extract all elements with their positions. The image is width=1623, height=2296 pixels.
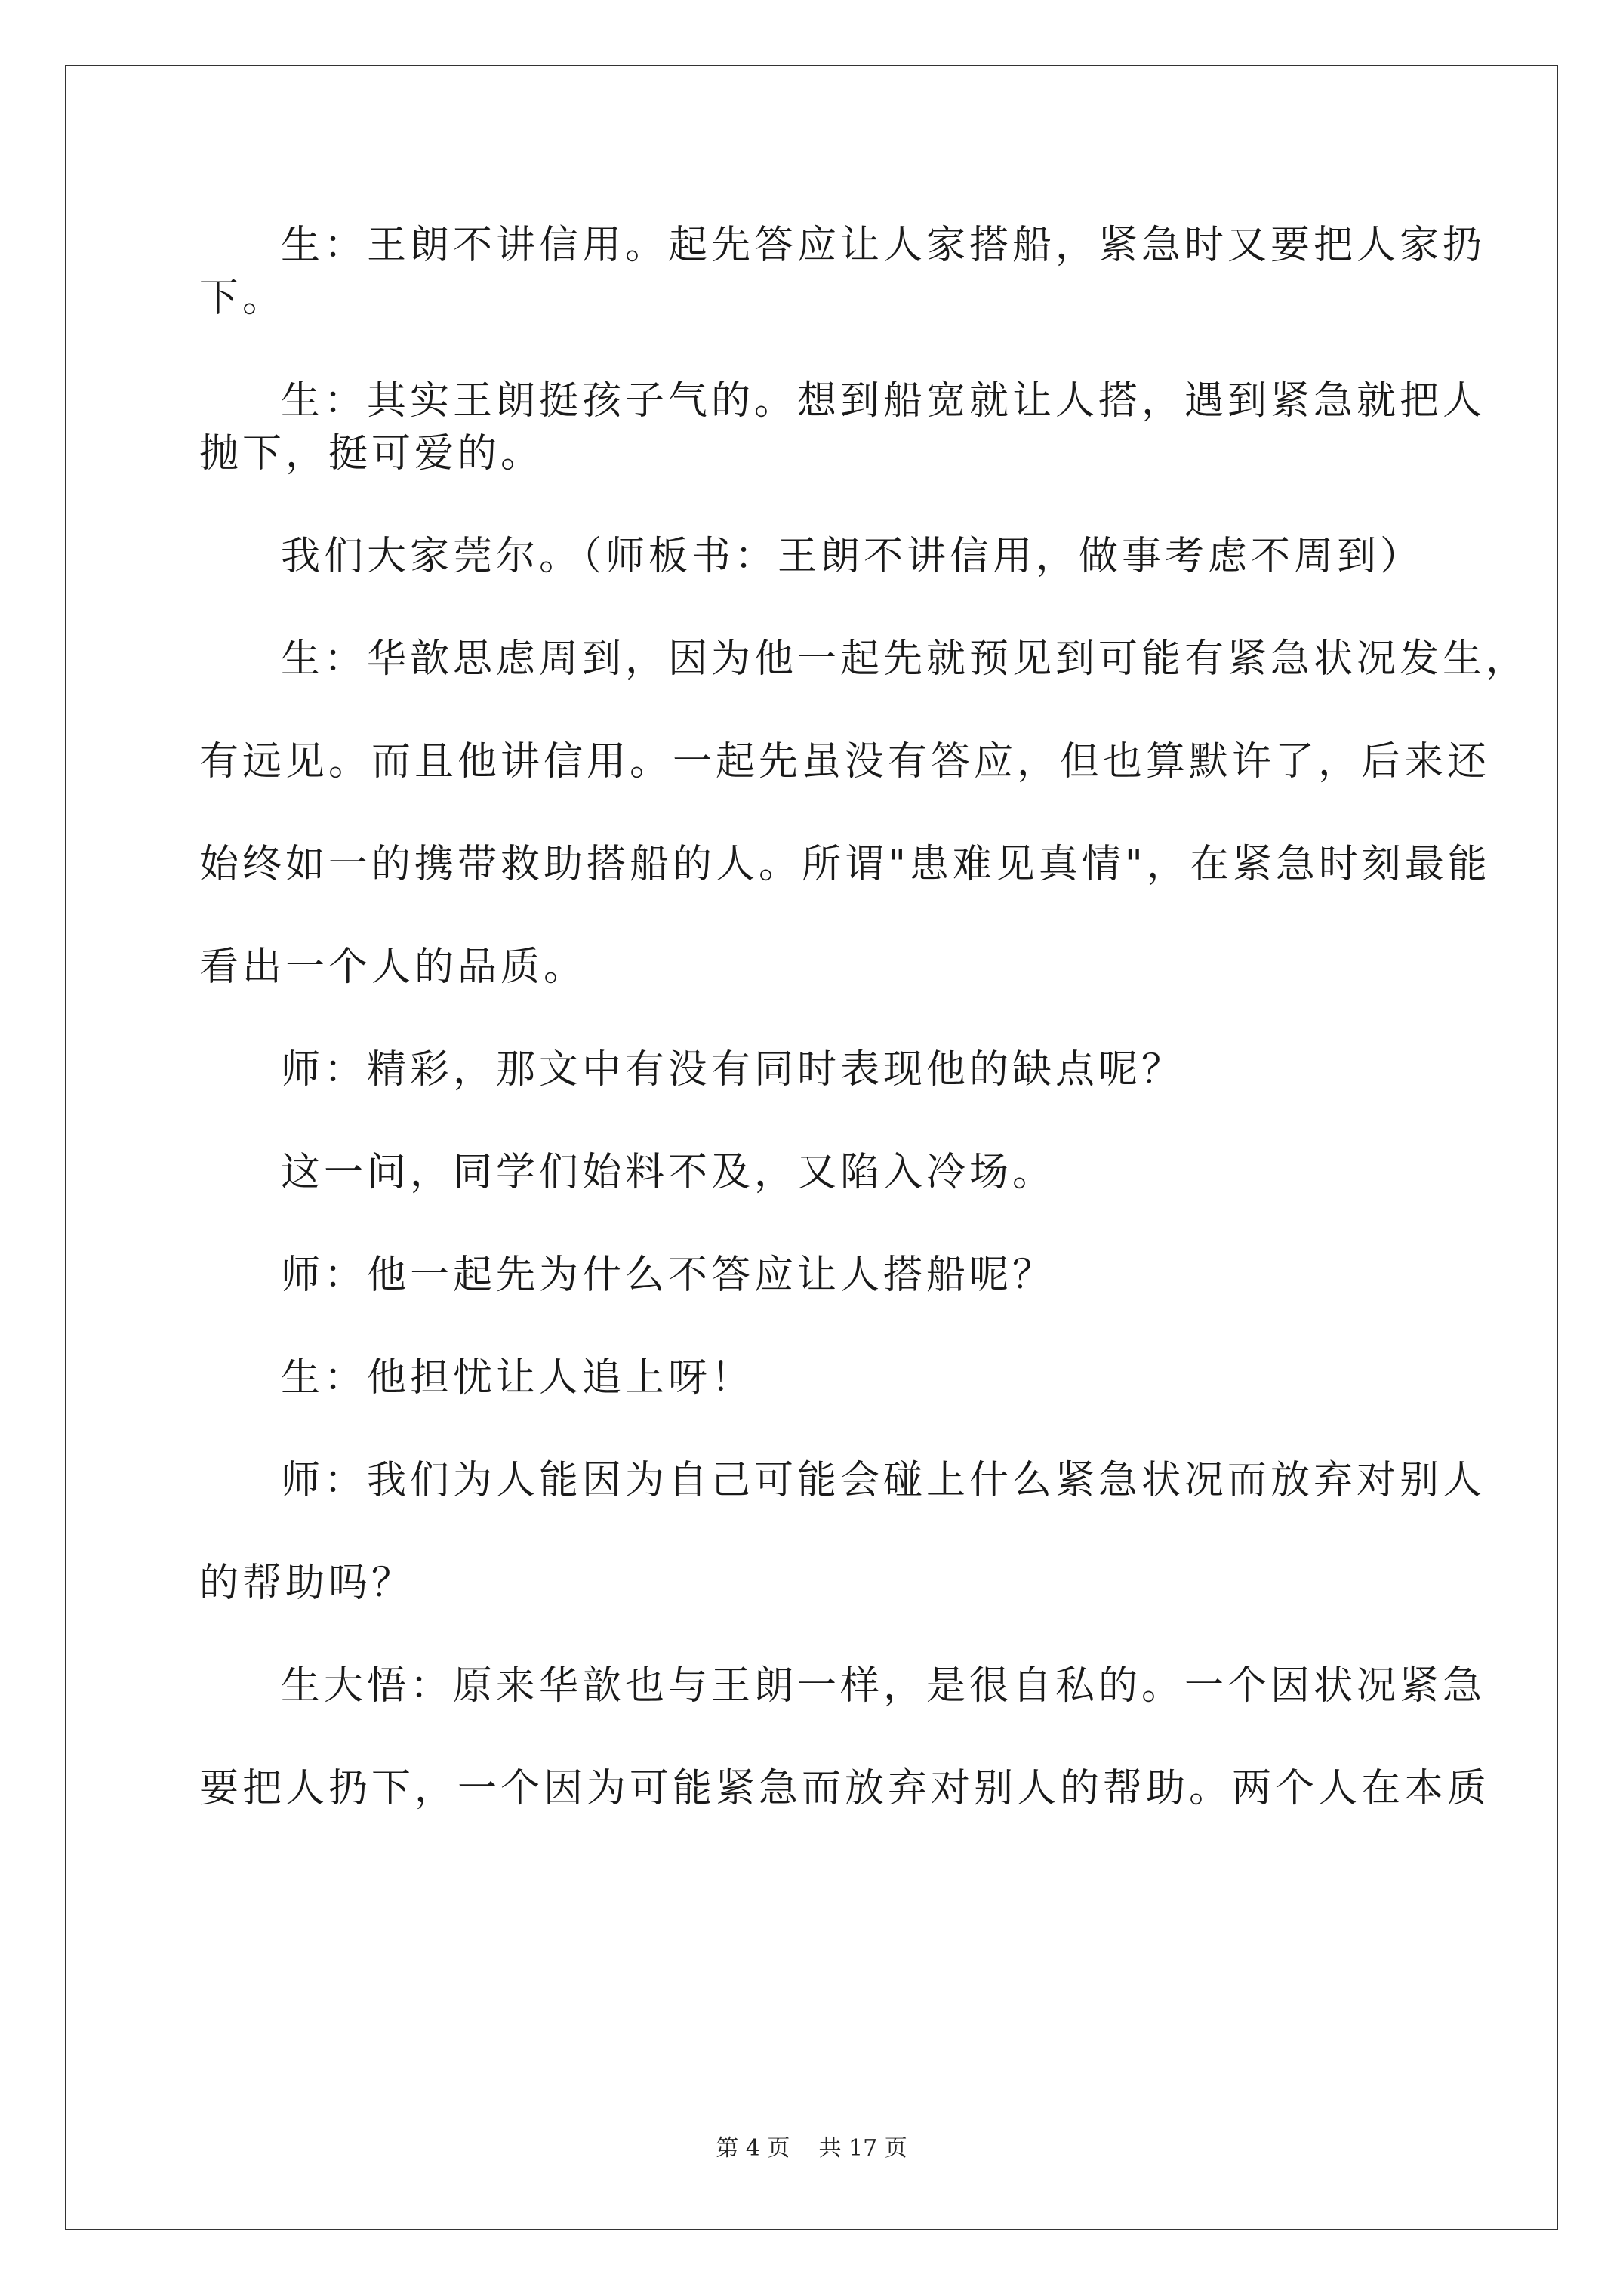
text-line: 师：精彩，那文中有没有同时表现他的缺点呢？ [281,1047,1185,1093]
text-line: 的帮助吗？ [199,1561,415,1606]
paragraph [199,1043,1437,1096]
page-number-footer: 第 4 页 共 17 页 [716,2135,907,2162]
text-line: 生：王朗不讲信用。起先答应让人家搭船，紧急时又要把人家扔 [281,223,1486,268]
paragraph [199,1660,1491,1815]
paragraph [199,219,1486,325]
text-line: 生大悟：原来华歆也与王朗一样，是很自私的。一个因状况紧急 [281,1663,1486,1709]
paragraph [199,1351,1437,1404]
paragraph [199,530,1437,583]
text-line: 我们大家莞尔。（师板书：王朗不讲信用，做事考虑不周到） [281,534,1424,579]
document-body [199,219,1529,1815]
text-line: 始终如一的携带救助搭船的人。所谓"患难见真情"，在紧急时刻最能 [199,842,1491,887]
text-line: 有远见。而且他讲信用。一起先虽没有答应，但也算默许了，后来还 [199,739,1491,784]
text-line: 下。 [199,276,286,321]
paragraph [199,1249,1437,1302]
text-line: 生：他担忧让人追上呀！ [281,1355,755,1401]
text-line: 师：我们为人能因为自己可能会碰上什么紧急状况而放弃对别人 [281,1458,1486,1503]
paragraph [199,1454,1486,1610]
text-line: 要把人扔下，一个因为可能紧急而放弃对别人的帮助。两个人在本质 [199,1766,1491,1811]
text-line: 生：华歆思虑周到，因为他一起先就预见到可能有紧急状况发生， [281,636,1529,682]
text-line: 看出一个人的品质。 [199,945,587,990]
paragraph [199,633,1529,994]
text-line: 抛下，挺可爱的。 [199,431,544,476]
text-line: 生：其实王朗挺孩子气的。想到船宽就让人搭，遇到紧急就把人 [281,378,1486,424]
paragraph [199,374,1486,480]
text-line: 这一问，同学们始料不及，又陷入冷场。 [281,1150,1056,1195]
paragraph [199,1146,1437,1199]
text-line: 师：他一起先为什么不答应让人搭船呢？ [281,1253,1056,1298]
